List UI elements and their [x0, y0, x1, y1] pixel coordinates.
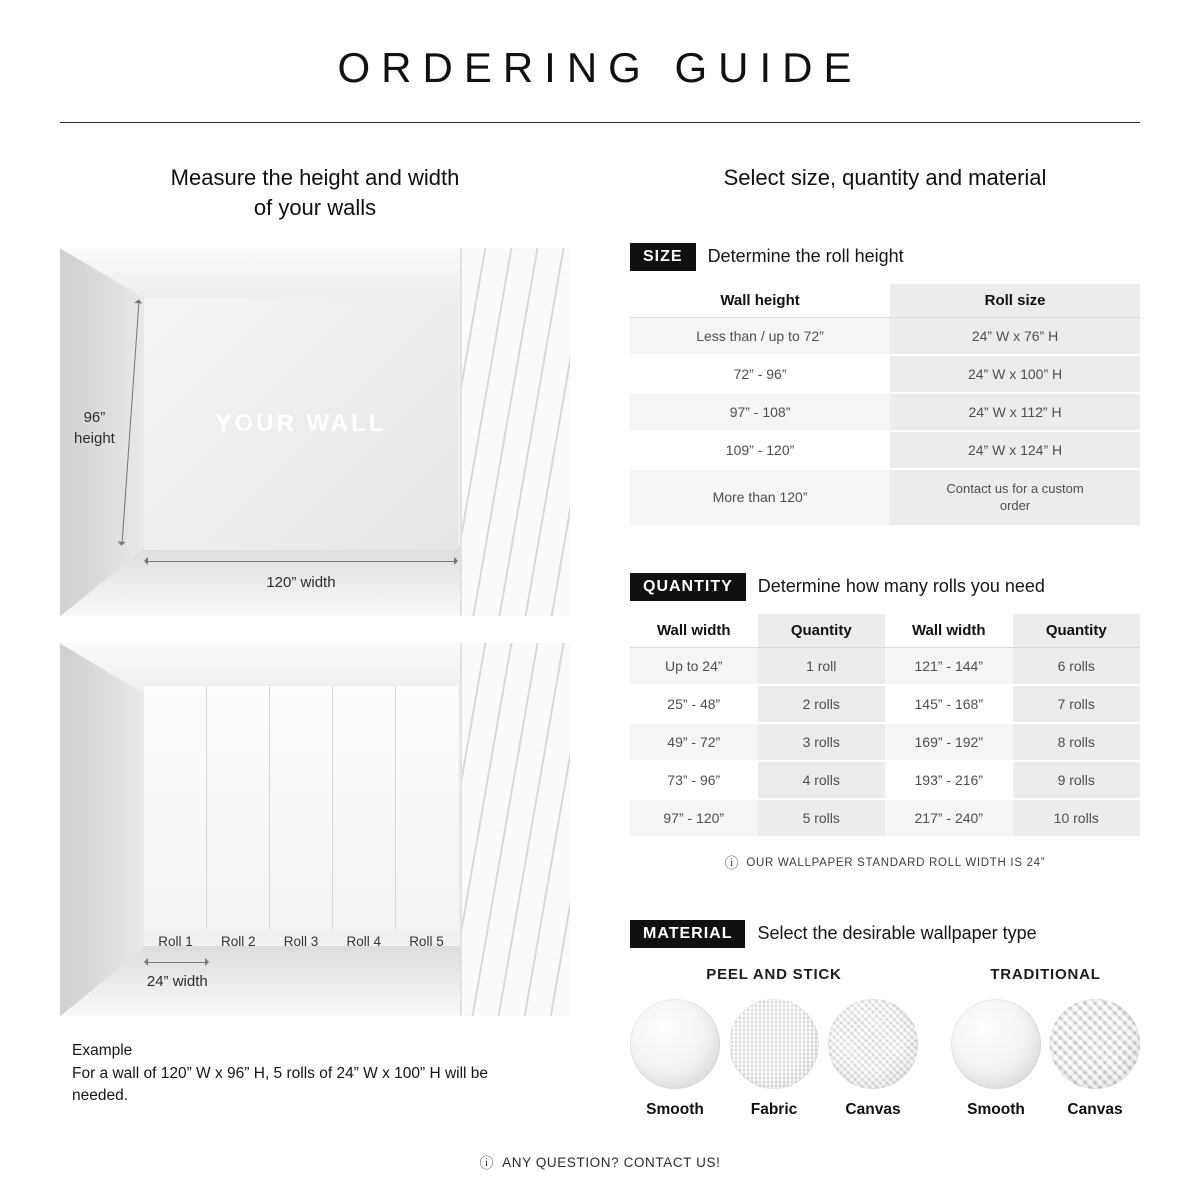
peel-and-stick-swatches: [630, 999, 918, 1119]
size-section-head: [630, 243, 1140, 271]
roll-panel-4: [333, 686, 396, 928]
qty-col-quantity-1: Quantity: [758, 614, 886, 648]
material-option-canvas: [828, 999, 918, 1119]
wall-height-cell: 109” - 120”: [630, 432, 890, 470]
info-icon: ⓘ: [724, 854, 740, 871]
roll-panel-5: [396, 686, 458, 928]
roll-size-cell: 24” W x 124” H: [890, 432, 1140, 470]
qty-col-quantity-2: Quantity: [1013, 614, 1141, 648]
size-section: [630, 243, 1140, 527]
quantity-section-head: [630, 573, 1140, 601]
wall-width-cell: 97” - 120”: [630, 800, 758, 838]
quantity-cell: 7 rolls: [1013, 686, 1141, 724]
page-title: ORDERING GUIDE: [337, 44, 863, 91]
table-row: [630, 470, 1140, 527]
size-table-header-row: [630, 284, 1140, 318]
traditional-swatches: [951, 999, 1140, 1119]
size-table: [630, 284, 1140, 527]
room-window: [460, 643, 570, 1016]
standard-roll-width-text: OUR WALLPAPER STANDARD ROLL WIDTH IS 24”: [746, 856, 1046, 869]
roll-size-cell: 24” W x 112” H: [890, 394, 1140, 432]
example-title: Example: [72, 1042, 133, 1060]
standard-roll-width-note: [630, 856, 1140, 870]
quantity-cell: 9 rolls: [1013, 762, 1141, 800]
quantity-section: [630, 573, 1140, 870]
swatch-label-smooth: Smooth: [967, 1100, 1025, 1118]
main-columns: [60, 163, 1140, 1119]
roll-size-cell: 24” W x 76” H: [890, 318, 1140, 356]
swatch-label-canvas: Canvas: [1067, 1100, 1123, 1118]
roll-panel-2: [207, 686, 270, 928]
quantity-cell: 2 rolls: [758, 686, 886, 724]
quantity-table-header-row: [630, 614, 1140, 648]
roll-size-cell: 24” W x 100” H: [890, 356, 1140, 394]
measure-heading-line2: of your walls: [253, 194, 377, 220]
material-section-head: [630, 920, 1140, 948]
roll-size-cell: [890, 470, 1140, 527]
wall-height-cell: 97” - 108”: [630, 394, 890, 432]
material-subtitle: Select the desirable wallpaper type: [757, 923, 1037, 944]
height-dimension-label: [60, 407, 129, 449]
room-illustration-measure: [60, 248, 570, 616]
height-word: height: [73, 429, 115, 447]
wall-height-cell: More than 120”: [630, 470, 890, 527]
size-subtitle: Determine the roll height: [707, 246, 904, 267]
material-option-canvas-traditional: [1050, 999, 1140, 1119]
wall-width-cell: 49” - 72”: [630, 724, 758, 762]
material-section: [630, 920, 1140, 1119]
swatch-label-canvas: Canvas: [845, 1100, 901, 1118]
quantity-cell: 6 rolls: [1013, 648, 1141, 686]
footer-text: ANY QUESTION? CONTACT US!: [502, 1155, 721, 1170]
swatch-label-smooth: Smooth: [646, 1100, 704, 1118]
material-group-traditional: [951, 966, 1140, 1119]
select-column: [630, 163, 1140, 1119]
wall-width-cell: 73” - 96”: [630, 762, 758, 800]
height-value: 96”: [83, 408, 106, 426]
wall-width-cell: 193” - 216”: [885, 762, 1013, 800]
width-dimension-label: 120” width: [266, 574, 336, 592]
table-row: [630, 762, 1140, 800]
quantity-cell: 3 rolls: [758, 724, 886, 762]
title-divider: [60, 122, 1140, 123]
roll-labels: [144, 934, 458, 949]
smooth-swatch-icon: [630, 999, 720, 1089]
measure-column: [60, 163, 570, 1119]
group-title-peel-and-stick: PEEL AND STICK: [706, 965, 842, 983]
material-group-peel-and-stick: [630, 966, 918, 1119]
quantity-cell: 10 rolls: [1013, 800, 1141, 838]
quantity-cell: 4 rolls: [758, 762, 886, 800]
wallpaper-roll-panels: [144, 686, 458, 928]
table-row: [630, 686, 1140, 724]
material-groups: [630, 966, 1140, 1119]
quantity-badge: QUANTITY: [630, 573, 746, 601]
smooth-swatch-icon: [951, 999, 1041, 1089]
material-option-fabric: [729, 999, 819, 1119]
roll-label-5: Roll 5: [409, 934, 444, 950]
wall-width-cell: 169” - 192”: [885, 724, 1013, 762]
measure-heading-line1: Measure the height and width: [170, 165, 460, 190]
wall-width-cell: 217” - 240”: [885, 800, 1013, 838]
material-badge: MATERIAL: [630, 920, 745, 948]
custom-order-note: Contact us for a custom order: [946, 480, 1084, 514]
roll-label-1: Roll 1: [158, 934, 193, 950]
wall-height-cell: Less than / up to 72”: [630, 318, 890, 356]
room-illustration-rolls: [60, 643, 570, 1016]
table-row: [630, 356, 1140, 394]
quantity-cell: 1 roll: [758, 648, 886, 686]
roll-label-3: Roll 3: [283, 934, 319, 950]
width-dimension-arrow: [147, 561, 456, 562]
example-text: For a wall of 120” W x 96” H, 5 rolls of 24” W x 100” H will be needed.: [72, 1064, 489, 1105]
quantity-table: [630, 614, 1140, 838]
your-wall: [144, 298, 458, 550]
table-row: [630, 394, 1140, 432]
roll-width-dimension-arrow: [147, 962, 206, 963]
wall-width-cell: 25” - 48”: [630, 686, 758, 724]
qty-col-wall-width-1: Wall width: [630, 614, 758, 648]
size-col-roll-size: Roll size: [890, 284, 1140, 318]
wall-height-cell: 72” - 96”: [630, 356, 890, 394]
qty-col-wall-width-2: Wall width: [885, 614, 1013, 648]
roll-panel-3: [270, 686, 333, 928]
room-window: [460, 248, 570, 616]
group-title-traditional: TRADITIONAL: [990, 965, 1101, 983]
wall-width-cell: 121” - 144”: [885, 648, 1013, 686]
table-row: [630, 318, 1140, 356]
table-row: [630, 432, 1140, 470]
wall-width-cell: Up to 24”: [630, 648, 758, 686]
table-row: [630, 724, 1140, 762]
roll-width-dimension-label: 24” width: [146, 973, 208, 991]
table-row: [630, 648, 1140, 686]
quantity-cell: 5 rolls: [758, 800, 886, 838]
footer-note: [0, 1155, 1200, 1170]
your-wall-label: YOUR WALL: [215, 410, 387, 438]
measure-heading: [60, 163, 570, 222]
quantity-subtitle: Determine how many rolls you need: [757, 576, 1045, 597]
quantity-cell: 8 rolls: [1013, 724, 1141, 762]
size-col-wall-height: Wall height: [630, 284, 890, 318]
canvas-swatch-icon: [1050, 999, 1140, 1089]
example-block: [60, 1040, 570, 1107]
fabric-swatch-icon: [729, 999, 819, 1089]
swatch-label-fabric: Fabric: [750, 1100, 798, 1118]
roll-label-4: Roll 4: [346, 934, 381, 950]
table-row: [630, 800, 1140, 838]
select-heading: Select size, quantity and material: [723, 165, 1047, 190]
material-option-smooth: [630, 999, 720, 1119]
size-badge: SIZE: [630, 243, 696, 271]
roll-panel-1: [144, 686, 207, 928]
info-icon: ⓘ: [479, 1154, 495, 1171]
roll-label-2: Roll 2: [220, 934, 256, 950]
canvas-swatch-icon: [828, 999, 918, 1089]
wall-width-cell: 145” - 168”: [885, 686, 1013, 724]
material-option-smooth-traditional: [951, 999, 1041, 1119]
